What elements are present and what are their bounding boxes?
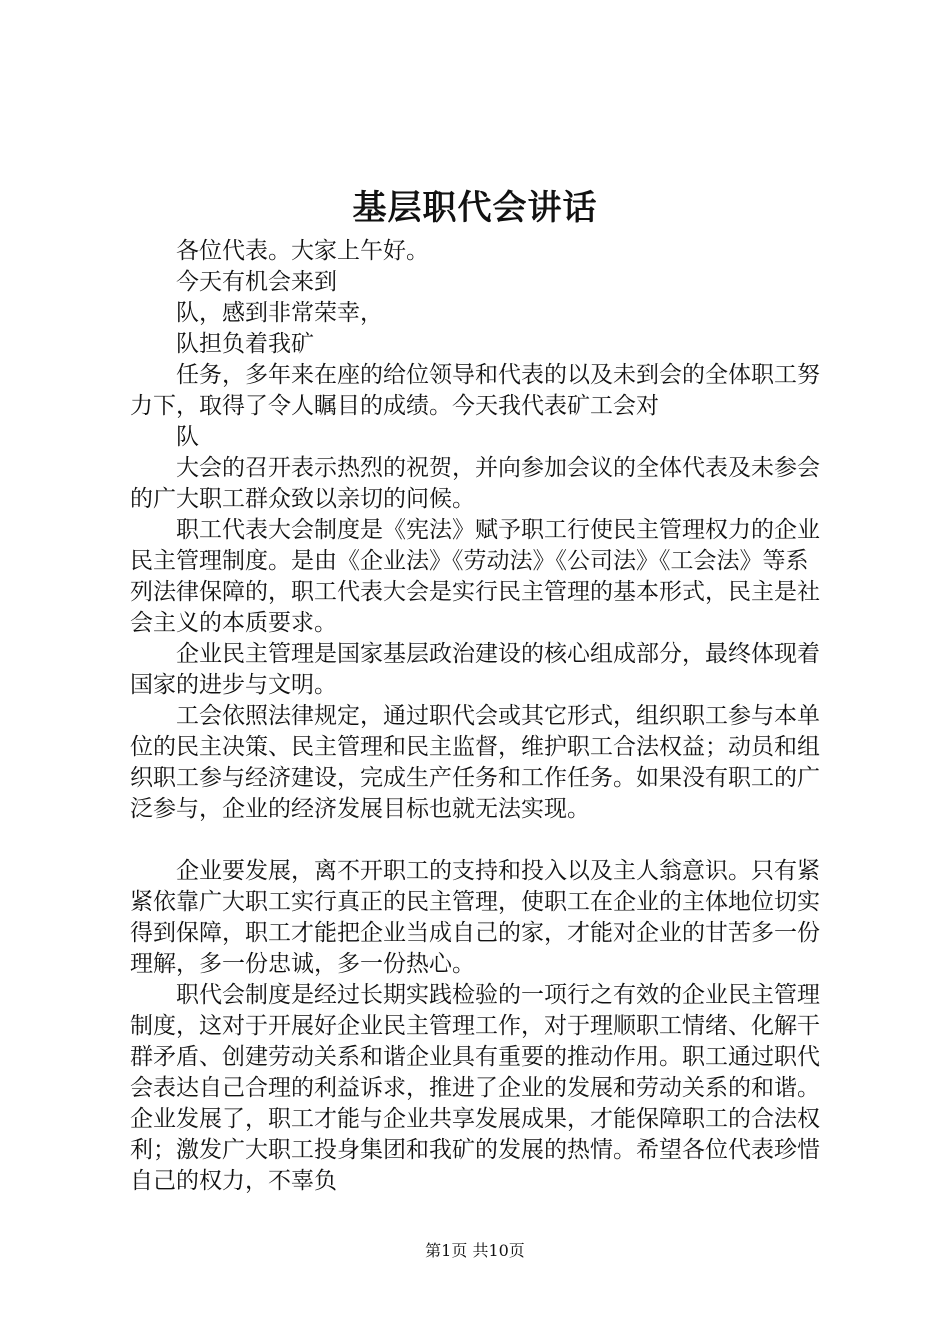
paragraph: 职工代表大会制度是《宪法》赋予职工行使民主管理权力的企业民主管理制度。是由《企业法》《劳动法》《公司法》《工会法》等系列法律保障的，职工代表大会是实行民主管理的基本形式，民主是社会主义的本质要求。 — [130, 517, 820, 636]
document-body — [130, 236, 830, 1197]
paragraph: 工会依照法律规定，通过职代会或其它形式，组织职工参与本单位的民主决策、民主管理和民主监督，维护职工合法权益；动员和组织职工参与经济建设，完成生产任务和工作任务。如果没有职工的广泛参与，企业的经济发展目标也就无法实现。 — [130, 703, 820, 822]
paragraph: 队 — [176, 424, 199, 450]
paragraph: 企业民主管理是国家基层政治建设的核心组成部分，最终体现着国家的进步与文明。 — [130, 641, 820, 698]
page-footer: 第1页 共10页 — [425, 1241, 525, 1260]
document-title: 基层职代会讲话 — [352, 188, 598, 228]
text-line: 今天有机会来到 — [176, 269, 337, 295]
paragraph-gap — [130, 825, 830, 856]
text-line: 队，感到非常荣幸， — [176, 300, 383, 326]
text-line: 队担负着我矿 — [176, 331, 314, 357]
paragraph: 任务，多年来在座的给位领导和代表的以及未到会的全体职工努力下，取得了令人瞩目的成绩。今天我代表矿工会对 — [130, 362, 820, 419]
paragraph: 大会的召开表示热烈的祝贺，并向参加会议的全体代表及未参会的广大职工群众致以亲切的问候。 — [130, 455, 820, 512]
greeting-line: 各位代表。大家上午好。 — [176, 238, 429, 264]
paragraph: 企业要发展，离不开职工的支持和投入以及主人翁意识。只有紧紧依靠广大职工实行真正的民主管理，使职工在企业的主体地位切实得到保障，职工才能把企业当成自己的家，才能对企业的甘苦多一份理解，多一份忠诚，多一份热心。 — [130, 858, 820, 977]
paragraph: 职代会制度是经过长期实践检验的一项行之有效的企业民主管理制度，这对于开展好企业民主管理工作，对于理顺职工情绪、化解干群矛盾、创建劳动关系和谐企业具有重要的推动作用。职工通过职代会表达自己合理的利益诉求，推进了企业的发展和劳动关系的和谐。企业发展了，职工才能与企业共享发展成果，才能保障职工的合法权利；激发广大职工投身集团和我矿的发展的热情。希望各位代表珍惜自己的权力，不辜负 — [130, 982, 820, 1194]
